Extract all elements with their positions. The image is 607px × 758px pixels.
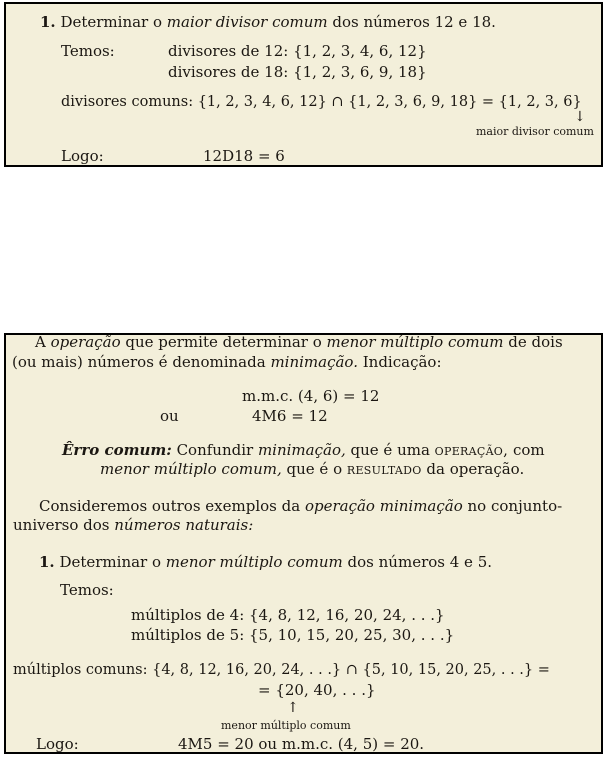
multiples-of-5: múltiplos de 5: {5, 10, 15, 20, 25, 30, . . .}: [131, 626, 455, 644]
down-arrow-icon: ↓: [574, 109, 586, 125]
mmc-notation: m.m.c. (4, 6) = 12: [242, 387, 380, 405]
common-multiples-result: = {20, 40, . . .}: [258, 681, 376, 699]
intro-line-1: A operação que permite determinar o menor múltiplo comum de dois: [35, 333, 563, 351]
gcd-annotation: maior divisor comum: [476, 125, 594, 138]
exercise-heading: [40, 13, 496, 31]
item-number: 1.: [40, 13, 56, 31]
up-arrow-icon: ↑: [287, 700, 299, 716]
divisors-of-18: divisores de 18: {1, 2, 3, 6, 9, 18}: [168, 63, 427, 81]
consider-line-2: universo dos números naturais:: [13, 516, 254, 534]
item-number: 1.: [39, 553, 55, 571]
temos-label: Temos:: [61, 42, 115, 60]
heading-text: Determinar o: [60, 13, 167, 31]
common-divisors: divisores comuns: {1, 2, 3, 4, 6, 12} ∩ {1, 2, 3, 6, 9, 18} = {1, 2, 3, 6}: [61, 94, 582, 110]
common-multiples: múltiplos comuns: {4, 8, 12, 16, 20, 24, . . .} ∩ {5, 10, 15, 20, 25, . . .} =: [13, 662, 550, 678]
consider-line-1: Consideremos outros exemplos da operação minimação no conjunto-: [39, 497, 563, 515]
exercise-heading: 1. Determinar o menor múltiplo comum dos números 4 e 5.: [39, 553, 493, 571]
temos-label: Temos:: [60, 581, 114, 599]
lcm-annotation: menor múltiplo comum: [221, 719, 351, 732]
scan-excerpt-gcd: [4, 2, 603, 167]
intro-line-2: (ou mais) números é denominada minimação. Indicação:: [12, 353, 442, 371]
common-error-line-1: Êrro comum: Confundir minimação, que é uma operação, com: [62, 441, 545, 459]
logo-label: Logo:: [61, 147, 104, 165]
logo-label: Logo:: [36, 735, 79, 753]
heading-emphasis: maior divisor comum: [166, 13, 328, 31]
divisors-of-12: divisores de 12: {1, 2, 3, 4, 6, 12}: [168, 42, 427, 60]
common-error-line-2: menor múltiplo comum, que é o resultado da operação.: [100, 460, 525, 478]
heading-text-end: dos números 12 e 18.: [327, 13, 496, 31]
scan-excerpt-lcm: [4, 333, 603, 754]
m-notation: 4M6 = 12: [252, 407, 328, 425]
ou-label: ou: [160, 407, 179, 425]
lcm-result: 4M5 = 20 ou m.m.c. (4, 5) = 20.: [178, 735, 425, 753]
multiples-of-4: múltiplos de 4: {4, 8, 12, 16, 20, 24, . . .}: [131, 606, 445, 624]
gcd-result: 12D18 = 6: [203, 147, 285, 165]
